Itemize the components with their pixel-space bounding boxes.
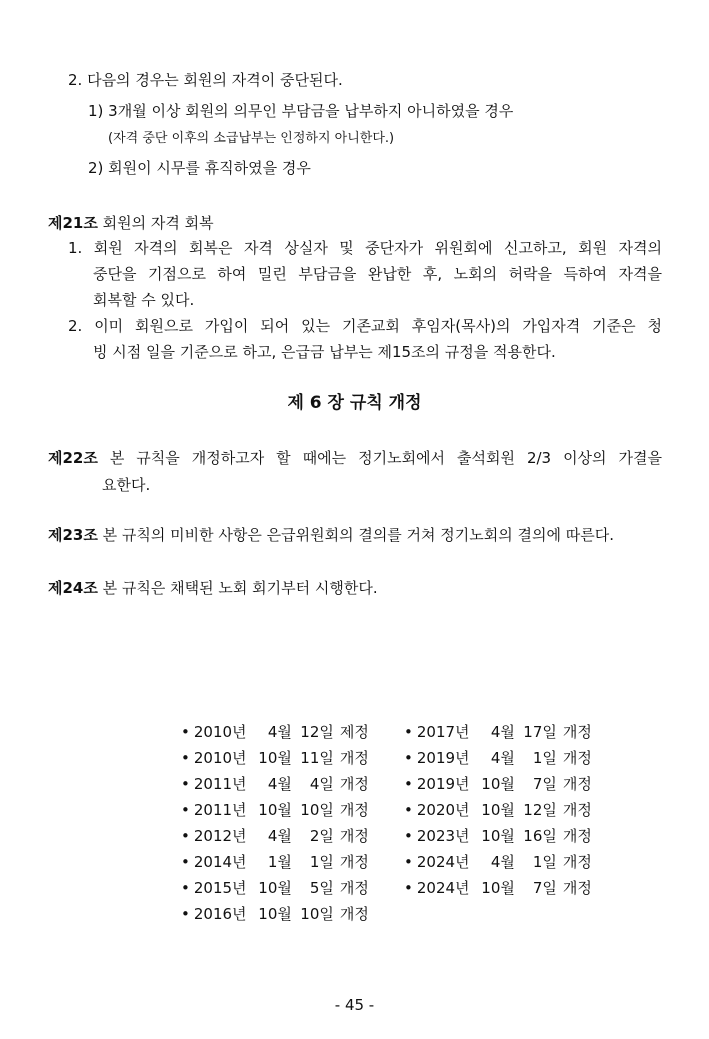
art24-label: 제24조 bbox=[48, 579, 98, 597]
revision-month: 10월 bbox=[258, 905, 292, 923]
revision-status: 개정 bbox=[339, 801, 369, 819]
bullet: • bbox=[404, 853, 413, 871]
revision-year: 2010년 bbox=[193, 749, 247, 767]
art22-text-line1: 본 규칙을 개정하고자 할 때에는 정기노회에서 출석회원 2/3 이상의 가결을 bbox=[109, 449, 662, 467]
revision-day: 2일 bbox=[309, 827, 334, 845]
revision-status: 개정 bbox=[562, 853, 592, 871]
revision-day: 16일 bbox=[523, 827, 557, 845]
art20-item2: 2. 다음의 경우는 회원의 자격이 중단된다. bbox=[68, 71, 343, 89]
art24 bbox=[48, 578, 378, 598]
revision-month: 1월 bbox=[267, 853, 292, 871]
revision-year: 2024년 bbox=[416, 879, 470, 897]
bullet: • bbox=[181, 827, 190, 845]
revision-status: 개정 bbox=[339, 879, 369, 897]
bullet: • bbox=[181, 801, 190, 819]
revision-status: 개정 bbox=[562, 801, 592, 819]
revision-status: 개정 bbox=[562, 879, 592, 897]
revision-year: 2023년 bbox=[416, 827, 470, 845]
art21-label: 제21조 bbox=[48, 214, 98, 232]
revision-entry bbox=[404, 774, 592, 794]
revision-year: 2019년 bbox=[416, 775, 470, 793]
revision-day: 7일 bbox=[532, 879, 557, 897]
revision-entry bbox=[181, 826, 369, 846]
revision-status: 개정 bbox=[562, 775, 592, 793]
art22-label: 제22조 bbox=[48, 449, 98, 467]
revision-year: 2014년 bbox=[193, 853, 247, 871]
bullet: • bbox=[404, 801, 413, 819]
revision-day: 17일 bbox=[523, 723, 557, 741]
revision-entry bbox=[181, 878, 369, 898]
revision-year: 2024년 bbox=[416, 853, 470, 871]
revision-year: 2019년 bbox=[416, 749, 470, 767]
revision-status: 개정 bbox=[339, 749, 369, 767]
revision-month: 10월 bbox=[258, 879, 292, 897]
art21-title: 회원의 자격 회복 bbox=[102, 214, 214, 232]
revision-day: 5일 bbox=[309, 879, 334, 897]
revision-month: 10월 bbox=[481, 775, 515, 793]
revision-month: 4월 bbox=[267, 723, 292, 741]
art23-label: 제23조 bbox=[48, 526, 98, 544]
revision-month: 10월 bbox=[258, 801, 292, 819]
revision-entry bbox=[404, 722, 592, 742]
bullet: • bbox=[404, 879, 413, 897]
art20-sub1: 1) 3개월 이상 회원의 의무인 부담금을 납부하지 아니하였을 경우 bbox=[88, 102, 514, 120]
art21-item2-line2: 빙 시점 일을 기준으로 하고, 은급금 납부는 제15조의 규정을 적용한다. bbox=[93, 343, 556, 361]
revision-day: 1일 bbox=[532, 853, 557, 871]
bullet: • bbox=[181, 853, 190, 871]
art21-item1-line2: 중단을 기점으로 하여 밀린 부담금을 완납한 후, 노회의 허락을 득하여 자격을 bbox=[93, 265, 662, 283]
revision-day: 12일 bbox=[300, 723, 334, 741]
bullet: • bbox=[181, 905, 190, 923]
bullet: • bbox=[404, 775, 413, 793]
page-number: - 45 - bbox=[334, 996, 375, 1014]
revision-year: 2011년 bbox=[193, 801, 247, 819]
revision-entry bbox=[181, 800, 369, 820]
revision-month: 10월 bbox=[481, 801, 515, 819]
revision-status: 개정 bbox=[562, 723, 592, 741]
revision-entry bbox=[404, 852, 592, 872]
revision-status: 개정 bbox=[339, 905, 369, 923]
revision-status: 개정 bbox=[339, 853, 369, 871]
revision-day: 12일 bbox=[523, 801, 557, 819]
bullet: • bbox=[404, 827, 413, 845]
bullet: • bbox=[181, 879, 190, 897]
revision-status: 개정 bbox=[562, 749, 592, 767]
revision-entry bbox=[181, 748, 369, 768]
revision-month: 10월 bbox=[481, 879, 515, 897]
art21-item1-line3: 회복할 수 있다. bbox=[93, 291, 195, 309]
revision-month: 10월 bbox=[258, 749, 292, 767]
bullet: • bbox=[181, 775, 190, 793]
art20-sub1-note: (자격 중단 이후의 소급납부는 인정하지 아니한다.) bbox=[108, 131, 395, 146]
art21-item2-line1: 2. 이미 회원으로 가입이 되어 있는 기존교회 후임자(목사)의 가입자격 기준은 청 bbox=[68, 317, 662, 335]
revision-month: 4월 bbox=[490, 723, 515, 741]
revision-status: 개정 bbox=[562, 827, 592, 845]
revision-entry bbox=[404, 748, 592, 768]
art23 bbox=[48, 525, 614, 545]
bullet: • bbox=[181, 723, 190, 741]
revision-day: 11일 bbox=[300, 749, 334, 767]
revision-day: 7일 bbox=[532, 775, 557, 793]
revision-entry bbox=[181, 852, 369, 872]
chapter-title: 제 6 장 규칙 개정 bbox=[287, 393, 422, 413]
revision-year: 2016년 bbox=[193, 905, 247, 923]
revision-day: 4일 bbox=[309, 775, 334, 793]
revision-month: 4월 bbox=[490, 853, 515, 871]
art23-text: 본 규칙의 미비한 사항은 은급위원회의 결의를 거쳐 정기노회의 결의에 따른다. bbox=[102, 526, 615, 544]
art24-text: 본 규칙은 채택된 노회 회기부터 시행한다. bbox=[102, 579, 378, 597]
art21-item1-line1: 1. 회원 자격의 회복은 자격 상실자 및 중단자가 위원회에 신고하고, 회원 자격의 bbox=[68, 239, 662, 257]
revision-status: 개정 bbox=[339, 775, 369, 793]
bullet: • bbox=[404, 723, 413, 741]
revision-month: 4월 bbox=[267, 775, 292, 793]
revision-status: 제정 bbox=[339, 723, 369, 741]
revision-status: 개정 bbox=[339, 827, 369, 845]
revision-year: 2015년 bbox=[193, 879, 247, 897]
revision-entry bbox=[181, 722, 369, 742]
revision-year: 2012년 bbox=[193, 827, 247, 845]
revision-day: 1일 bbox=[309, 853, 334, 871]
art22-line1 bbox=[48, 448, 662, 468]
revision-month: 10월 bbox=[481, 827, 515, 845]
revision-month: 4월 bbox=[490, 749, 515, 767]
art20-sub2: 2) 회원이 시무를 휴직하였을 경우 bbox=[88, 159, 311, 177]
revision-day: 10일 bbox=[300, 801, 334, 819]
revision-entry bbox=[404, 826, 592, 846]
art21-heading bbox=[48, 213, 214, 233]
revision-day: 1일 bbox=[532, 749, 557, 767]
revision-year: 2010년 bbox=[193, 723, 247, 741]
bullet: • bbox=[404, 749, 413, 767]
bullet: • bbox=[181, 749, 190, 767]
revision-year: 2017년 bbox=[416, 723, 470, 741]
revision-year: 2020년 bbox=[416, 801, 470, 819]
revision-year: 2011년 bbox=[193, 775, 247, 793]
revision-day: 10일 bbox=[300, 905, 334, 923]
revision-entry bbox=[181, 904, 369, 924]
revision-entry bbox=[404, 800, 592, 820]
art22-line2: 요한다. bbox=[102, 476, 151, 494]
revision-entry bbox=[404, 878, 592, 898]
revision-entry bbox=[181, 774, 369, 794]
revision-month: 4월 bbox=[267, 827, 292, 845]
